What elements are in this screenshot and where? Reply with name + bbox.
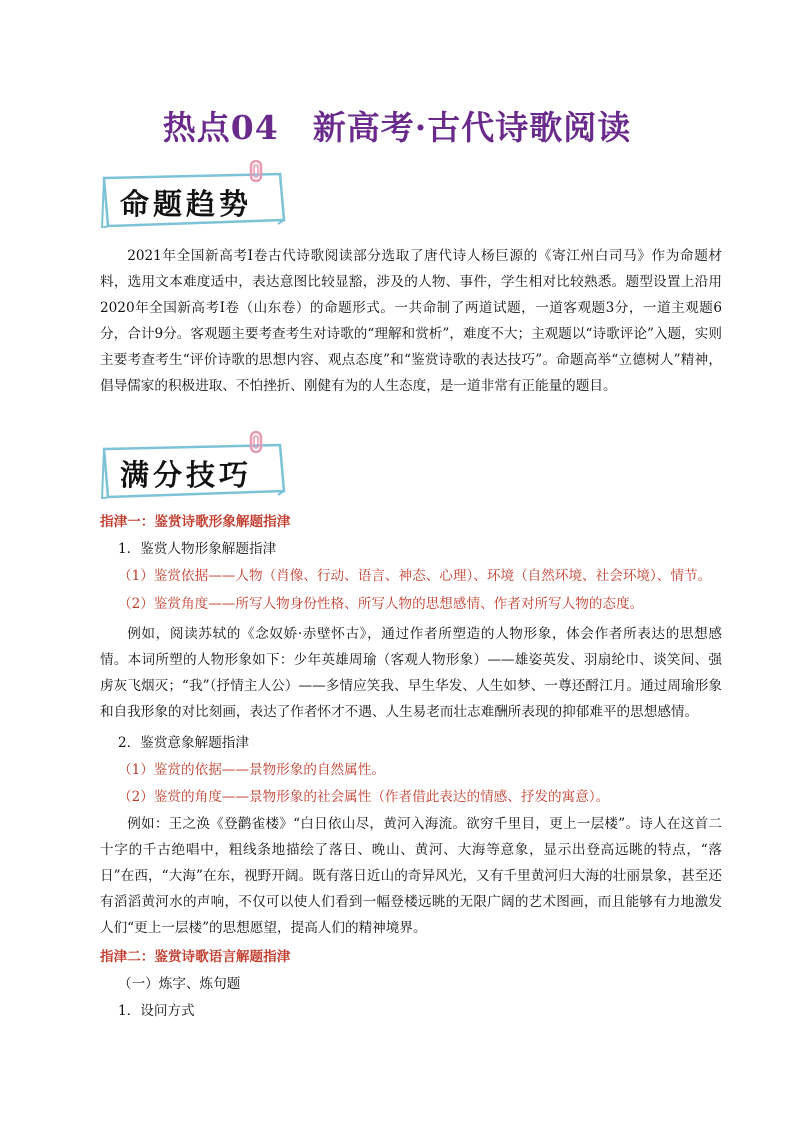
item1-example: 例如，阅读苏轼的《念奴娇·赤壁怀古》，通过作者所塑造的人物形象，体会作者所表达的思想感情。本词所塑的人物形象如下：少年英雄周瑜（客观人物形象）——雄姿英发、羽扇纶巾、谈笑间、强虏灰飞烟灭；“我”（抒情主人公）——多情应笑我、早生华发、人生如梦、一尊还酹江月。通过周瑜形象和自我形象的对比刻画，表达了作者怀才不遇、人生易老而壮志难酬所表现的抑郁难平的思想感情。 xyxy=(100,626,722,720)
item2-title: 2．鉴赏意象解题指津 xyxy=(118,735,249,751)
item2-point1: （1）鉴赏的依据——景物形象的自然属性。 xyxy=(118,762,385,778)
guide2-heading: 指津二：鉴赏诗歌语言解题指津 xyxy=(100,949,291,965)
paperclip-icon xyxy=(248,431,264,453)
trend-paragraph: 2021年全国新高考Ⅰ卷古代诗歌阅读部分选取了唐代诗人杨巨源的《寄江州白司马》作为命题材料，选用文本难度适中，表达意图比较显豁，涉及的人物、事件，学生相对比较熟悉。题型设置上沿用2020年全国新高考Ⅰ卷（山东卷）的命题形式。一共命制了两道试题，一道客观题3分，一道主观题6分，合计9分。客观题主要考查考生对诗歌的“理解和赏析”，难度不大；主观题以“诗歌评论”入题，实则主要考查考生“评价诗歌的思想内容、观点态度”和“鉴赏诗歌的表达技巧”。命题高举“立德树人”精神，倡导儒家的积极进取、不怕挫折、刚健有为的人生态度，是一道非常有正能量的题目。 xyxy=(100,248,722,394)
sub1-title: （一）炼字、炼句题 xyxy=(118,976,241,992)
paperclip-icon xyxy=(248,160,264,182)
sub1-item1: 1．设问方式 xyxy=(118,1003,195,1019)
item1-point1: （1）鉴赏依据——人物（肖像、行动、语言、神态、心理）、环境（自然环境、社会环境）、情节。 xyxy=(118,568,712,584)
item1-title: 1．鉴赏人物形象解题指津 xyxy=(118,541,277,557)
banner-title: 满分技巧 xyxy=(120,458,253,492)
guide1-heading: 指津一：鉴赏诗歌形象解题指津 xyxy=(100,514,291,530)
item2-example: 例如：王之涣《登鹳雀楼》“白日依山尽，黄河入海流。欲穷千里目，更上一层楼”。诗人在这首二十字的千古绝唱中，粗线条地描绘了落日、晚山、黄河、大海等意象，显示出登高远眺的特点，“落日”在西，“大海”在东，视野开阔。既有落日近山的奇异风光，又有千里黄河归大海的壮丽景象，甚至还有滔滔黄河水的声响，不仅可以使人们看到一幅登楼远眺的无限广阔的艺术图画，而且能够有力地激发人们“更上一层楼”的思想愿望，提高人们的精神境界。 xyxy=(100,816,722,936)
item2-point2: （2）鉴赏的角度——景物形象的社会属性（作者借此表达的情感、抒发的寓意）。 xyxy=(118,789,610,805)
page-title: 热点04 新高考·古代诗歌阅读 xyxy=(162,108,632,147)
item1-point2: （2）鉴赏角度——所写人物身份性格、所写人物的思想感情、作者对所写人物的态度。 xyxy=(118,596,644,612)
banner-title: 命题趋势 xyxy=(120,187,253,221)
